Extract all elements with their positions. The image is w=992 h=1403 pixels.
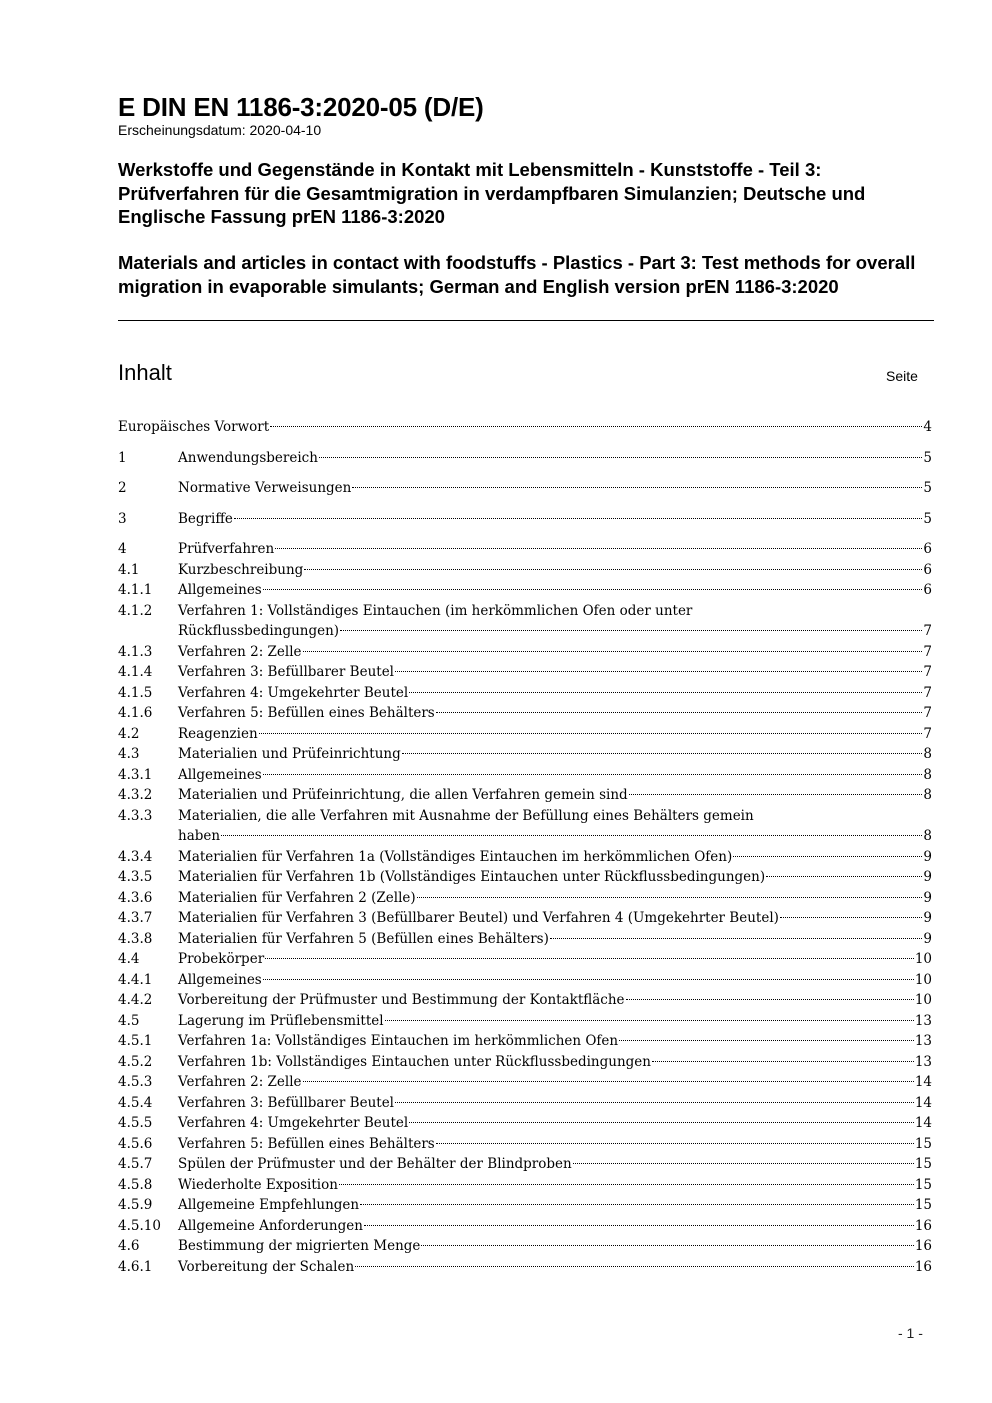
toc-entry-number: 4.4.1 [118, 971, 153, 988]
toc-leader-dots [275, 548, 922, 549]
toc-entry-title: Begriffe [178, 510, 233, 527]
toc-entry-number: 4.3.2 [118, 787, 153, 803]
toc-leader-dots [352, 487, 922, 488]
toc-entry-number: 4.5.5 [118, 1115, 153, 1131]
toc-entry-page: 5 [923, 510, 932, 527]
toc-leader-dots [265, 958, 914, 959]
toc-entry-page: 14 [914, 1074, 932, 1090]
toc-leader-dots [626, 999, 914, 1000]
toc-entry-title: Materialien und Prüfeinrichtung [178, 746, 401, 762]
publication-date: Erscheinungsdatum: 2020-04-10 [118, 122, 322, 138]
toc-entry-title: Verfahren 4: Umgekehrter Beutel [178, 1115, 409, 1131]
toc-leader-dots [303, 651, 923, 652]
toc-entry-number: 1 [118, 449, 127, 466]
toc-heading: Inhalt [118, 360, 172, 385]
toc-entry-page: 13 [914, 1012, 932, 1029]
toc-entry-number: 4.3.7 [118, 910, 153, 926]
toc-entry-number: 4 [118, 541, 127, 557]
toc-entry-title: Materialien für Verfahren 1b (Vollständiges Eintauchen unter Rückflussbedingungen) [178, 869, 766, 885]
toc-leader-dots [340, 630, 922, 631]
toc-leader-dots [364, 1225, 914, 1226]
toc-entry-number: 4.4.2 [118, 992, 153, 1008]
toc-entry-page: 6 [923, 561, 932, 578]
toc-leader-dots [652, 1061, 914, 1062]
toc-leader-dots [550, 938, 923, 939]
toc-entry-page: 7 [923, 705, 932, 721]
toc-entry-number: 4.5 [118, 1012, 140, 1029]
toc-leader-dots [385, 1020, 914, 1021]
toc-entry-title-line1: Materialien, die alle Verfahren mit Ausnahme der Befüllung eines Behälters gemein [178, 807, 754, 824]
title-german: Werkstoffe und Gegenstände in Kontakt mit Lebensmitteln - Kunststoffe - Teil 3: Prüfverfahren für die Gesamtmigration in verdampfbaren Simulanzien; Deutsche und Englische Fassung prEN 1186-3:2020 [118, 159, 866, 227]
toc-entry-title: Bestimmung der migrierten Menge [178, 1238, 421, 1254]
toc-entry-number: 4.5.10 [118, 1217, 161, 1234]
toc-entry-page: 9 [923, 848, 932, 865]
toc-entry-number: 4.3.4 [118, 848, 153, 865]
toc-entry-title: Allgemeine Empfehlungen [178, 1197, 360, 1213]
toc-entry-title: Verfahren 5: Befüllen eines Behälters [178, 705, 435, 721]
toc-leader-dots [304, 569, 922, 570]
toc-entry-page: 13 [914, 1053, 932, 1070]
toc-entry-number: 4.5.2 [118, 1053, 153, 1070]
toc-entry-page: 7 [923, 664, 932, 680]
toc-entry-number: 4.3.8 [118, 930, 153, 947]
toc-leader-dots [409, 692, 922, 693]
toc-entry-number: 4.1.4 [118, 664, 153, 680]
toc-entry-title: Rückflussbedingungen) [178, 623, 340, 639]
toc-entry-title: Verfahren 2: Zelle [178, 643, 302, 660]
toc-entry-number: 4.3.3 [118, 807, 153, 824]
page-number: - 1 - [898, 1325, 923, 1341]
toc-entry-title: Verfahren 1a: Vollständiges Eintauchen im herkömmlichen Ofen [178, 1033, 619, 1049]
toc-entry-title: Verfahren 2: Zelle [178, 1074, 302, 1090]
toc-entry-number: 4.2 [118, 725, 140, 742]
toc-entry-number: 4.1.6 [118, 705, 153, 721]
toc-entry-title-line1: Verfahren 1: Vollständiges Eintauchen (im herkömmlichen Ofen oder unter [178, 602, 693, 619]
toc-entry-title: Kurzbeschreibung [178, 561, 304, 578]
toc-entry-page: 16 [914, 1217, 932, 1234]
toc-entry-title: Europäisches Vorwort [118, 419, 270, 435]
toc-entry-title: Prüfverfahren [178, 541, 275, 557]
toc-entry-number: 4.1.1 [118, 582, 153, 598]
toc-entry-title: Verfahren 5: Befüllen eines Behälters [178, 1135, 435, 1152]
toc-entry-page: 8 [923, 828, 932, 844]
toc-page-column-label: Seite [886, 368, 918, 384]
toc-entry-title: Allgemeines [178, 766, 262, 783]
toc-entry-title: Allgemeine Anforderungen [178, 1217, 363, 1234]
toc-entry-page: 4 [923, 419, 932, 435]
toc-entry-title: Allgemeines [178, 971, 262, 988]
toc-leader-dots [360, 1204, 914, 1205]
toc-entry-page: 8 [923, 766, 932, 783]
toc-entry-title: Materialien für Verfahren 3 (Befüllbarer Beutel) und Verfahren 4 (Umgekehrter Beutel) [178, 910, 779, 926]
toc-entry-title: Spülen der Prüfmuster und der Behälter der Blindproben [178, 1156, 572, 1172]
toc-entry-page: 15 [914, 1135, 932, 1152]
toc-entry-page: 8 [923, 746, 932, 762]
toc-entry-page: 15 [914, 1156, 932, 1172]
toc-entry-number: 3 [118, 510, 127, 527]
toc-entry-title: Verfahren 3: Befüllbarer Beutel [178, 1094, 394, 1111]
toc-entry-number: 4.6 [118, 1238, 140, 1254]
toc-leader-dots [263, 979, 914, 980]
toc-entry-page: 9 [923, 869, 932, 885]
toc-leader-dots [417, 897, 923, 898]
toc-leader-dots [436, 1143, 914, 1144]
toc-entry-title: Allgemeines [178, 582, 262, 598]
toc-entry-number: 4.5.3 [118, 1074, 153, 1090]
toc-leader-dots [319, 457, 922, 458]
toc-entry-number: 4.3 [118, 746, 140, 762]
toc-leader-dots [234, 518, 923, 519]
toc-leader-dots [395, 1102, 914, 1103]
toc-entry-page: 10 [914, 971, 932, 988]
toc-leader-dots [395, 671, 922, 672]
toc-leader-dots [573, 1163, 914, 1164]
toc-leader-dots [436, 712, 923, 713]
toc-entry-number: 4.5.9 [118, 1197, 153, 1213]
toc-entry-number: 4.5.4 [118, 1094, 153, 1111]
toc-entry-number: 4.1.3 [118, 643, 153, 660]
toc-entry-page: 6 [923, 541, 932, 557]
title-divider [118, 320, 934, 321]
toc-entry-page: 9 [923, 889, 932, 906]
toc-entry-title: Wiederholte Exposition [178, 1176, 338, 1193]
toc-entry-number: 4.6.1 [118, 1258, 153, 1275]
toc-entry-number: 2 [118, 480, 127, 496]
toc-leader-dots [259, 733, 923, 734]
toc-entry-page: 8 [923, 787, 932, 803]
toc-leader-dots [355, 1266, 914, 1267]
toc-entry-page: 13 [914, 1033, 932, 1049]
toc-leader-dots [421, 1245, 913, 1246]
toc-leader-dots [221, 835, 922, 836]
toc-entry-page: 16 [914, 1238, 932, 1254]
toc-entry-title: haben [178, 828, 221, 844]
toc-entry-number: 4.5.7 [118, 1156, 153, 1172]
toc-entry-page: 14 [914, 1115, 932, 1131]
toc-entry-page: 9 [923, 930, 932, 947]
toc-leader-dots [733, 856, 922, 857]
toc-leader-dots [339, 1184, 914, 1185]
toc-leader-dots [263, 774, 923, 775]
toc-entry-number: 4.1.5 [118, 684, 153, 701]
toc-entry-number: 4.1 [118, 561, 140, 578]
toc-entry-title: Materialien und Prüfeinrichtung, die allen Verfahren gemein sind [178, 787, 628, 803]
toc-leader-dots [780, 917, 922, 918]
toc-entry-page: 5 [923, 480, 932, 496]
toc-entry-title: Lagerung im Prüflebensmittel [178, 1012, 384, 1029]
toc-entry-title: Vorbereitung der Schalen [178, 1258, 355, 1275]
toc-entry-page: 7 [923, 623, 932, 639]
toc-entry-page: 9 [923, 910, 932, 926]
toc-entry-page: 7 [923, 725, 932, 742]
toc-entry-page: 15 [914, 1176, 932, 1193]
toc-entry-title: Verfahren 4: Umgekehrter Beutel [178, 684, 409, 701]
toc-entry-page: 14 [914, 1094, 932, 1111]
toc-leader-dots [270, 426, 922, 427]
toc-leader-dots [303, 1081, 914, 1082]
toc-entry-page: 16 [914, 1258, 932, 1275]
title-english: Materials and articles in contact with foodstuffs - Plastics - Part 3: Test methods for overall migration in evaporable simulants; German and English version prEN 1186-3:2020 [118, 252, 916, 297]
toc-entry-page: 15 [914, 1197, 932, 1213]
toc-leader-dots [402, 753, 923, 754]
toc-entry-number: 4.5.6 [118, 1135, 153, 1152]
toc-leader-dots [766, 876, 922, 877]
toc-entry-title: Probekörper [178, 951, 265, 967]
toc-entry-page: 7 [923, 643, 932, 660]
toc-entry-number: 4.3.5 [118, 869, 153, 885]
toc-entry-title: Vorbereitung der Prüfmuster und Bestimmung der Kontaktfläche [178, 992, 625, 1008]
toc-entry-page: 10 [914, 951, 932, 967]
toc-entry-title: Materialien für Verfahren 2 (Zelle) [178, 889, 416, 906]
toc-entry-number: 4.4 [118, 951, 140, 967]
toc-entry-number: 4.3.1 [118, 766, 153, 783]
toc-leader-dots [619, 1040, 914, 1041]
toc-entry-number: 4.5.8 [118, 1176, 153, 1193]
toc-entry-title: Anwendungsbereich [178, 449, 318, 466]
toc-entry-title: Verfahren 1b: Vollständiges Eintauchen unter Rückflussbedingungen [178, 1053, 651, 1070]
toc-entry-page: 10 [914, 992, 932, 1008]
toc-entry-title: Materialien für Verfahren 1a (Vollständiges Eintauchen im herkömmlichen Ofen) [178, 848, 733, 865]
toc-entry-page: 6 [923, 582, 932, 598]
toc-entry-page: 5 [923, 449, 932, 466]
toc-entry-title: Reagenzien [178, 725, 258, 742]
toc-leader-dots [409, 1122, 914, 1123]
toc-entry-number: 4.3.6 [118, 889, 153, 906]
toc-entry-title: Normative Verweisungen [178, 480, 352, 496]
toc-entry-title: Materialien für Verfahren 5 (Befüllen eines Behälters) [178, 930, 549, 947]
toc-leader-dots [263, 589, 923, 590]
document-title: E DIN EN 1186-3:2020-05 (D/E) [118, 92, 484, 122]
toc-entry-page: 7 [923, 684, 932, 701]
toc-leader-dots [629, 794, 923, 795]
toc-entry-title: Verfahren 3: Befüllbarer Beutel [178, 664, 394, 680]
toc-entry-number: 4.5.1 [118, 1033, 153, 1049]
toc-entry-number: 4.1.2 [118, 602, 153, 619]
